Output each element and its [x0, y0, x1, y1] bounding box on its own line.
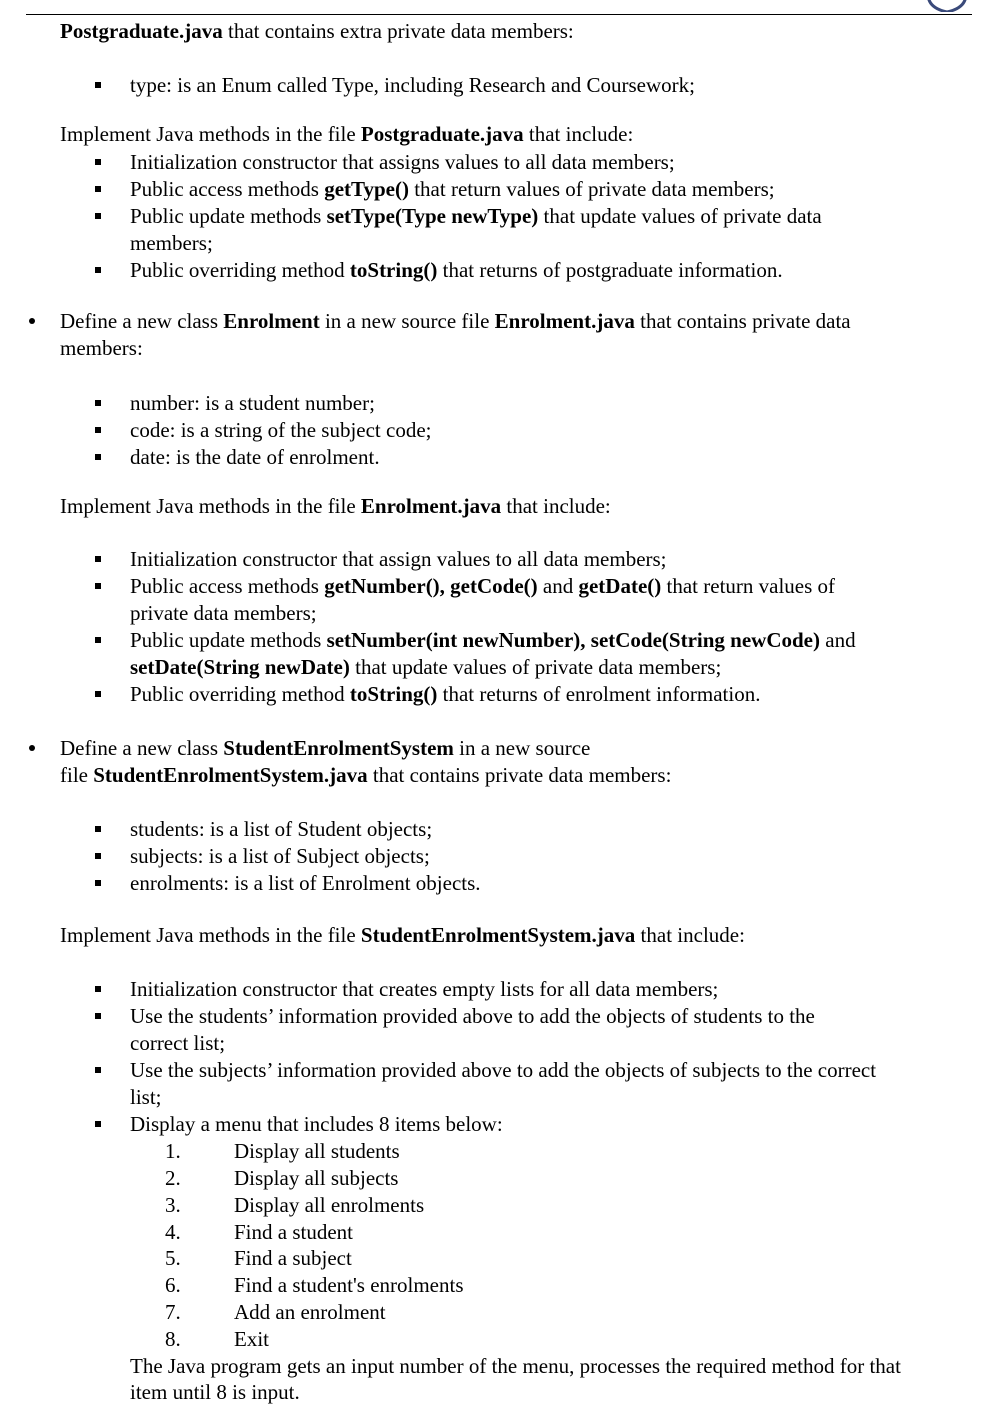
bullet-square	[95, 986, 101, 992]
member-item: type: is an Enum called Type, including Research and Coursework;	[130, 73, 696, 97]
bullet-square	[95, 556, 101, 562]
menu-item: Find a student	[234, 1220, 353, 1244]
bullet-square	[95, 1067, 101, 1073]
menu-number: 1.	[165, 1139, 181, 1163]
menu-item: Find a subject	[234, 1246, 352, 1270]
menu-item: Display all enrolments	[234, 1193, 425, 1217]
menu-number: 5.	[165, 1246, 181, 1270]
member-item: subjects: is a list of Subject objects;	[130, 844, 430, 868]
method-item-continuation: correct list;	[130, 1031, 226, 1055]
method-item-continuation: members;	[130, 231, 213, 255]
system-definition: Define a new class StudentEnrolmentSystem in a new source	[60, 736, 591, 760]
method-item: Initialization constructor that assigns values to all data members;	[130, 150, 675, 174]
method-item: Use the subjects’ information provided above to add the objects of subjects to the correct	[130, 1058, 877, 1082]
page-header-rule	[26, 14, 972, 15]
menu-item: Find a student's enrolments	[234, 1273, 464, 1297]
method-item: Public overriding method toString() that returns of postgraduate information.	[130, 258, 783, 282]
bullet-square	[95, 637, 101, 643]
university-crest-icon	[924, 0, 970, 12]
menu-number: 4.	[165, 1220, 181, 1244]
member-item: code: is a string of the subject code;	[130, 418, 432, 442]
bullet-square	[95, 400, 101, 406]
enrolment-definition-continuation: members:	[60, 336, 143, 360]
member-item: date: is the date of enrolment.	[130, 445, 380, 469]
bullet-square	[95, 1121, 101, 1127]
bullet-square	[95, 427, 101, 433]
member-item: enrolments: is a list of Enrolment objects.	[130, 871, 481, 895]
implement-heading: Implement Java methods in the file StudentEnrolmentSystem.java that include:	[60, 923, 745, 947]
bullet-square	[95, 853, 101, 859]
bullet-square	[95, 1013, 101, 1019]
closing-text: The Java program gets an input number of the menu, processes the required method for that	[130, 1354, 901, 1378]
method-item: Display a menu that includes 8 items below:	[130, 1112, 503, 1136]
method-item-continuation: list;	[130, 1085, 162, 1109]
bullet-square	[95, 159, 101, 165]
implement-heading: Implement Java methods in the file Enrolment.java that include:	[60, 494, 611, 518]
postgraduate-intro: Postgraduate.java that contains extra private data members:	[60, 19, 574, 43]
bullet-dot	[29, 318, 35, 324]
method-item: Public update methods setNumber(int newNumber), setCode(String newCode) and	[130, 628, 856, 652]
menu-number: 7.	[165, 1300, 181, 1324]
bullet-square	[95, 583, 101, 589]
menu-number: 3.	[165, 1193, 181, 1217]
member-item: number: is a student number;	[130, 391, 375, 415]
implement-heading: Implement Java methods in the file Postgraduate.java that include:	[60, 122, 634, 146]
menu-item: Exit	[234, 1327, 269, 1351]
method-item: Public access methods getType() that return values of private data members;	[130, 177, 775, 201]
method-item: Public access methods getNumber(), getCode() and getDate() that return values of	[130, 574, 836, 598]
menu-item: Add an enrolment	[234, 1300, 386, 1324]
bullet-square	[95, 82, 101, 88]
method-item: Initialization constructor that assign values to all data members;	[130, 547, 667, 571]
bullet-square	[95, 186, 101, 192]
method-item: Use the students’ information provided above to add the objects of students to the	[130, 1004, 815, 1028]
method-item: Public update methods setType(Type newType) that update values of private data	[130, 204, 822, 228]
member-item: students: is a list of Student objects;	[130, 817, 433, 841]
bullet-square	[95, 213, 101, 219]
method-item: Public overriding method toString() that returns of enrolment information.	[130, 682, 761, 706]
method-item-continuation: private data members;	[130, 601, 317, 625]
bullet-square	[95, 454, 101, 460]
menu-number: 6.	[165, 1273, 181, 1297]
menu-item: Display all students	[234, 1139, 400, 1163]
bullet-square	[95, 267, 101, 273]
method-item-continuation: setDate(String newDate) that update values of private data members;	[130, 655, 722, 679]
menu-number: 8.	[165, 1327, 181, 1351]
bullet-dot	[29, 745, 35, 751]
enrolment-definition: Define a new class Enrolment in a new source file Enrolment.java that contains private data	[60, 309, 851, 333]
bullet-square	[95, 880, 101, 886]
closing-text: item until 8 is input.	[130, 1380, 300, 1404]
bullet-square	[95, 691, 101, 697]
system-definition-continuation: file StudentEnrolmentSystem.java that contains private data members:	[60, 763, 672, 787]
menu-item: Display all subjects	[234, 1166, 399, 1190]
bullet-square	[95, 826, 101, 832]
menu-number: 2.	[165, 1166, 181, 1190]
method-item: Initialization constructor that creates empty lists for all data members;	[130, 977, 719, 1001]
